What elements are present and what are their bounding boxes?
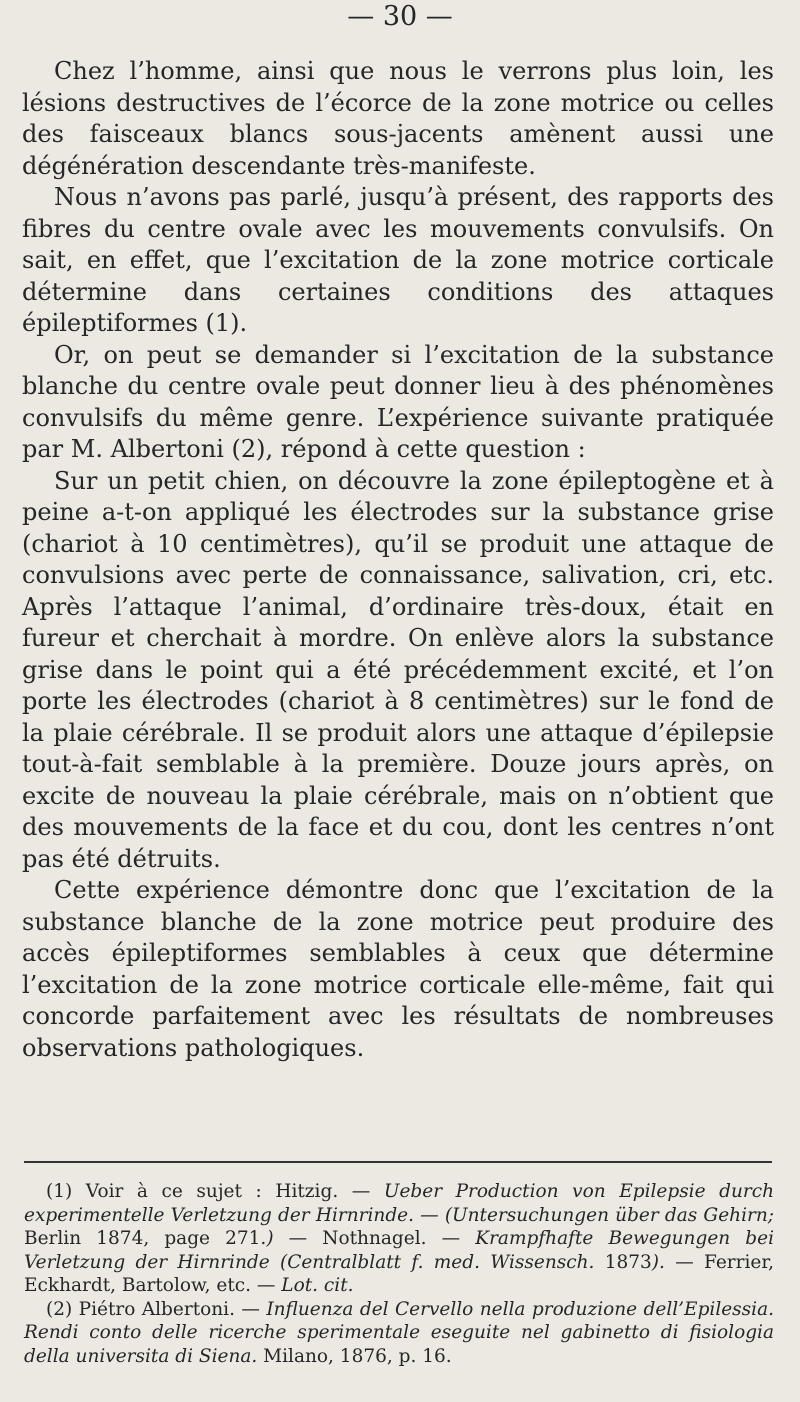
footnote-separator [24,1161,772,1163]
footnote [24,1180,774,1298]
footnote-text: ). [651,1251,665,1273]
footnote-title: Influenza del Cervello nella produzione dell’Epilessia. Rendi conto delle ricerche sperimentale eseguite nel gabinetto di fisiologia della universita di Siena. [24,1298,775,1367]
paragraph: Cette expérience démontre donc que l’excitation de la substance blanche de la zone motrice peut produire des accès épileptiformes semblables à ceux que détermine l’excitation de la zone motrice corticale elle-même, fait qui concorde parfaitement avec les résultats de nombreuses observations pathologiques. [22,876,774,1062]
footnote-text: (1) Voir à ce sujet : Hitzig. — [46,1181,384,1202]
footnote-text: — Ferrier, Eckhardt, Bartolow, etc. — [24,1251,775,1296]
footnote-title: Krampfhafte Bewegungen bei Verletzung der Hirnrinde (Centralblatt f. med. Wissensch. [24,1228,775,1273]
footnote-text: (2) Piétro Albertoni. — [46,1298,267,1320]
footnote-text: Berlin 1874, page 271. [24,1228,267,1249]
footnote-text: 1873 [594,1251,652,1273]
footnotes [24,1180,774,1368]
footnote-title: Ueber Production von Epilepsie durch experimentelle Verletzung der Hirnrinde. — (Untersuchungen über das Gehirn; [24,1181,775,1226]
paragraph: Nous n’avons pas parlé, jusqu’à présent, des rapports des fibres du centre ovale avec les mouvements convulsifs. On sait, en effet, que l’excitation de la zone motrice corticale détermine dans certaines conditions des attaques épileptiformes (1). [22,183,774,337]
paragraph: Or, on peut se demander si l’excitation de la substance blanche du centre ovale peut donner lieu à des phénomènes convulsifs du même genre. L’expérience suivante pratiquée par M. Albertoni (2), répond à cette question : [22,340,774,463]
footnote [24,1298,774,1369]
footnote-text: ) [266,1228,274,1249]
footnote-text: — Nothnagel. — [273,1228,476,1249]
page-number: — 30 — [347,1,453,32]
body-text [22,56,774,1064]
footnote-text: Lot. cit. [281,1275,354,1296]
paragraph: Chez l’homme, ainsi que nous le verrons plus loin, les lésions destructives de l’écorce de la zone motrice ou celles des faisceaux blancs sous-jacents amènent aussi une dégénération descendante très-manifeste. [22,57,774,180]
footnote-text: Milano, 1876, p. 16. [257,1345,452,1367]
paragraph: Sur un petit chien, on découvre la zone épileptogène et à peine a-t-on appliqué les électrodes sur la substance grise (chariot à 10 centimètres), qu’il se produit une attaque de convulsions avec perte de connaissance, salivation, cri, etc. Après l’attaque l’animal, d’ordinaire très-doux, était en fureur et cherchait à mordre. On enlève alors la substance grise dans le point qui a été précédemment excité, et l’on porte les électrodes (chariot à 8 centimètres) sur le fond de la plaie cérébrale. Il se produit alors une attaque d’épilepsie tout-à-fait semblable à la première. Douze jours après, on excite de nouveau la plaie cérébrale, mais on n’obtient que des mouvements de la face et du cou, dont les centres n’ont pas été détruits. [22,466,774,873]
